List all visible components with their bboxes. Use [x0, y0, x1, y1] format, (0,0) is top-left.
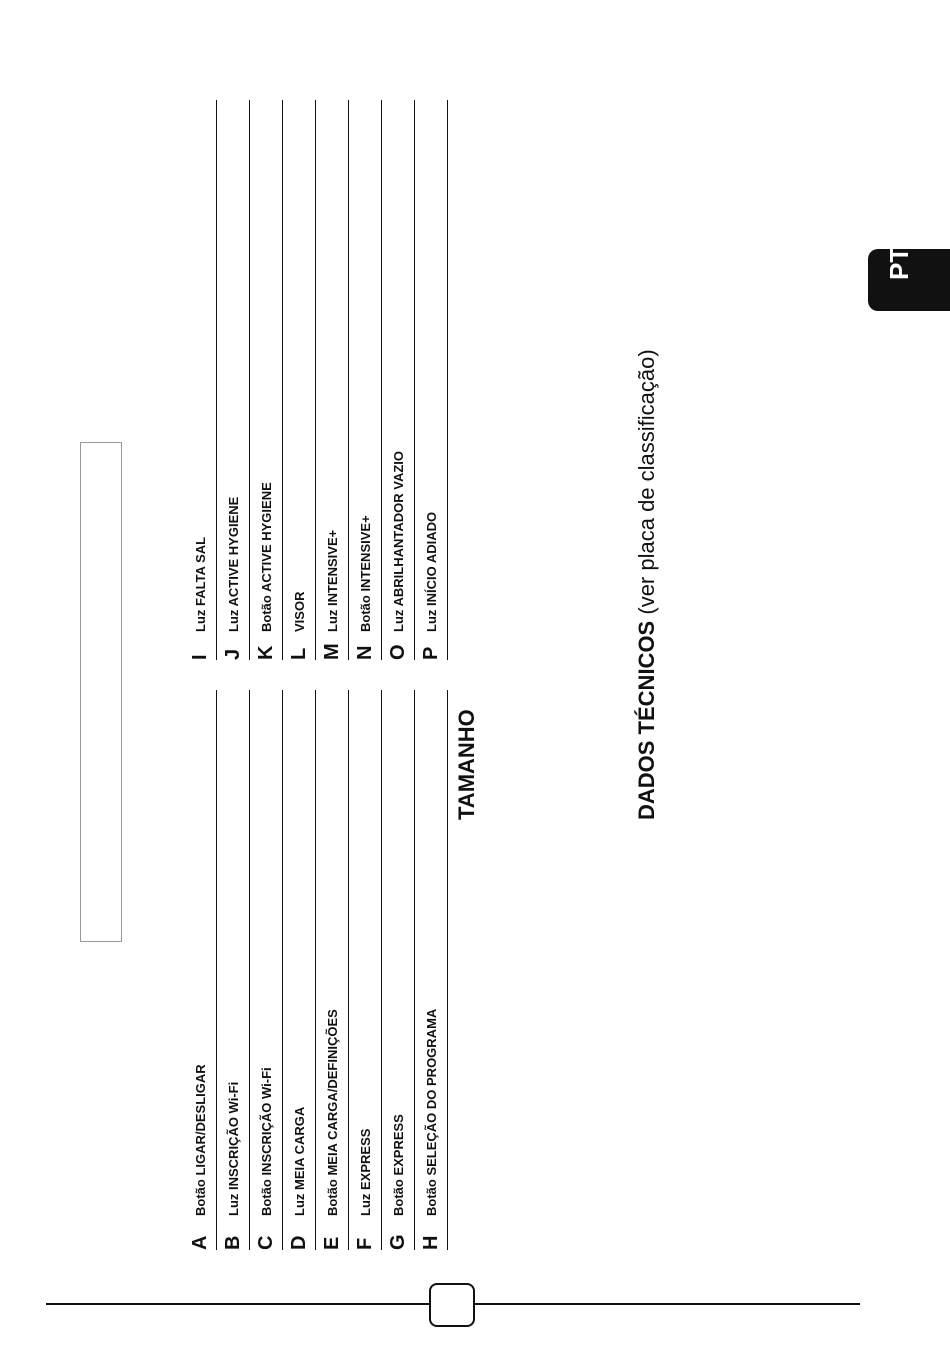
legend-item: H Botão SELEÇÃO DO PROGRAMA — [415, 690, 448, 1250]
legend-item: C Botão INSCRIÇÃO Wi-Fi — [250, 690, 283, 1250]
control-panel-diagram — [68, 442, 148, 942]
footer-line-left — [46, 1303, 429, 1305]
control-panel-outline — [80, 442, 122, 942]
legend-column-left — [184, 690, 448, 1250]
size-table-title: TAMANHO — [454, 709, 479, 820]
footer-line-right — [475, 1303, 860, 1305]
legend-item: L VISOR — [283, 100, 316, 660]
legend-item: E Botão MEIA CARGA/DEFINIÇÕES — [316, 690, 349, 1250]
legend-item: F Luz EXPRESS — [349, 690, 382, 1250]
legend-item: G Botão EXPRESS — [382, 690, 415, 1250]
technical-data-title-main: DADOS TÉCNICOS — [634, 620, 659, 820]
rotated-content — [60, 100, 880, 1260]
legend-item: I Luz FALTA SAL — [184, 100, 217, 660]
legend-item: B Luz INSCRIÇÃO Wi-Fi — [217, 690, 250, 1250]
language-tab-label: PT — [884, 246, 914, 280]
legend-column-middle — [184, 100, 448, 660]
page-number-box — [429, 1283, 475, 1327]
legend-item: A Botão LIGAR/DESLIGAR — [184, 690, 217, 1250]
legend-item: M Luz INTENSIVE+ — [316, 100, 349, 660]
legend-item: P Luz INÍCIO ADIADO — [415, 100, 448, 660]
legend-item: J Luz ACTIVE HYGIENE — [217, 100, 250, 660]
legend-item: D Luz MEIA CARGA — [283, 690, 316, 1250]
legend — [184, 100, 442, 1250]
legend-item: N Botão INTENSIVE+ — [349, 100, 382, 660]
technical-data-title — [634, 349, 660, 820]
language-tab — [868, 246, 950, 311]
technical-data-title-sub: (ver placa de classificação) — [634, 349, 659, 615]
legend-item: K Botão ACTIVE HYGIENE — [250, 100, 283, 660]
legend-item: O Luz ABRILHANTADOR VAZIO — [382, 100, 415, 660]
